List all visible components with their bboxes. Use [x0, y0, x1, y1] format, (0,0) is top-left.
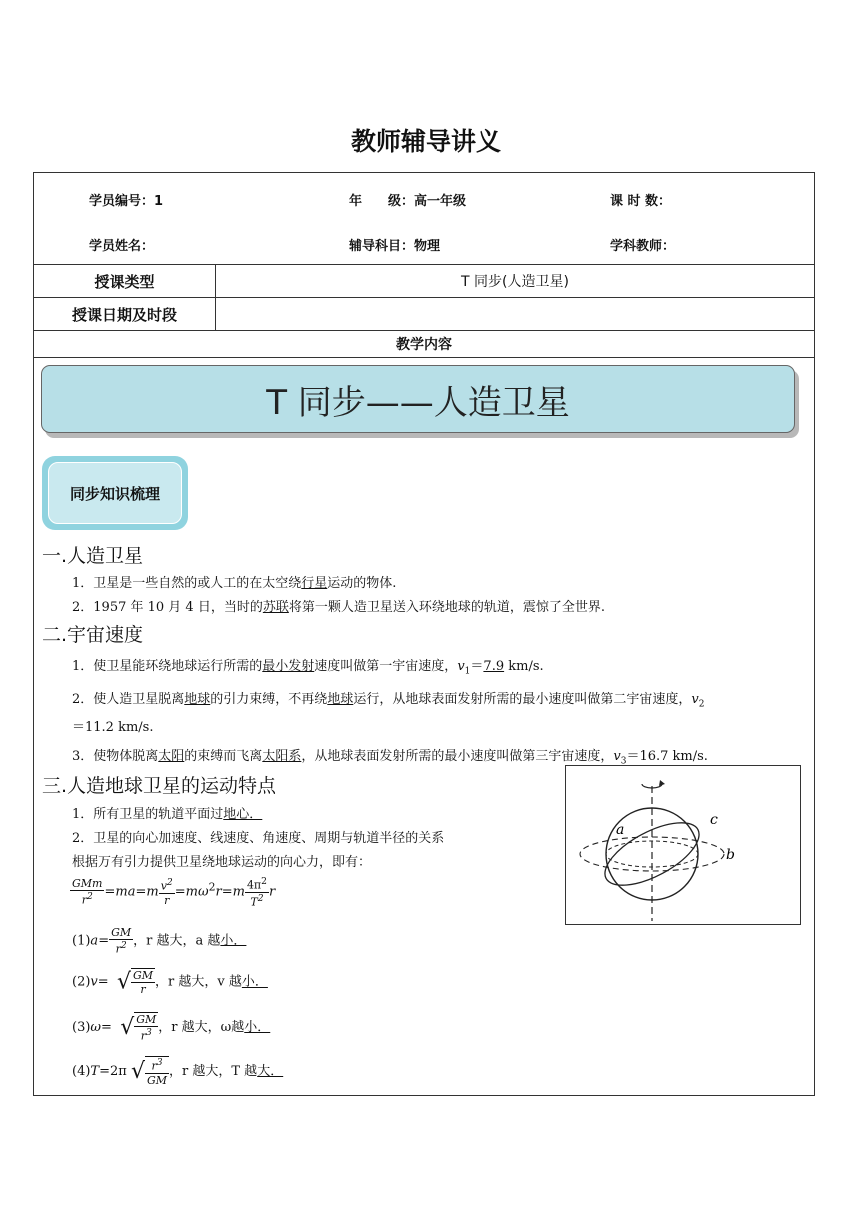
underlined-answer: 小．: [244, 1019, 271, 1035]
page-title: 教师辅导讲义: [350, 127, 501, 156]
section-badge-label: 同步知识梳理: [48, 462, 182, 524]
paragraph: [72, 596, 605, 615]
student-id: 学员编号：1: [89, 194, 164, 209]
subscript: 1: [464, 666, 471, 677]
teaching-content-header: 教学内容: [34, 331, 814, 358]
lesson-date-value: [216, 298, 814, 330]
text: 的束缚而飞离: [184, 749, 263, 764]
text: km/s.: [504, 659, 544, 674]
grade: 年 级：高一年级: [349, 194, 467, 209]
underlined-answer: 最小发射: [262, 659, 315, 674]
text: 将第一颗人造卫星送入环绕地球的轨道，震惊了全世界.: [288, 600, 605, 615]
underlined-answer: 地心．: [223, 807, 263, 822]
formula-velocity: (2)v= √ $\frac{GM}{r}$ ，r 越大，v 越小．: [72, 969, 268, 996]
text: ，r 越大，v 越: [155, 974, 242, 990]
section-heading-satellite: 一.人造卫星: [42, 545, 144, 567]
lesson-date-label: 授课日期及时段: [34, 298, 216, 330]
paragraph: 2．卫星的向心加速度、线速度、角速度、周期与轨道半径的关系: [72, 831, 445, 846]
text: 2．使人造卫星脱离: [72, 692, 185, 707]
var: v: [457, 659, 465, 674]
student-info-block: [34, 173, 814, 265]
lesson-table: [33, 172, 815, 1096]
lesson-date-row: [34, 298, 814, 331]
section-heading-motion: 三.人造地球卫星的运动特点: [42, 775, 277, 797]
text: ＝: [470, 659, 484, 674]
underlined-answer: 苏联: [262, 600, 289, 615]
underlined-answer: 太阳系: [262, 749, 302, 764]
lesson-banner: T 同步——人造卫星: [41, 365, 795, 433]
underlined-answer: 太阳: [158, 749, 185, 764]
gravitation-equation: $\frac{\text{GMm}}{r^2}$ =ma=m $\frac{v^2}{r}$ $=m\omega^2r=m$ $\frac{4\pi^2}{T^2}$ r: [72, 876, 276, 909]
satellite-orbit-figure: [565, 765, 801, 925]
orbit-label-c: c: [710, 812, 718, 828]
underlined-answer: 小．: [241, 974, 268, 990]
text: ，从地球表面发射所需的最小速度叫做第三宇宙速度，: [301, 749, 614, 764]
subscript: 2: [698, 699, 705, 710]
teacher: 学科教师：: [610, 239, 676, 254]
text: (1): [72, 933, 91, 949]
text: ＝16.7 km/s.: [626, 749, 708, 764]
underlined-answer: 大．: [257, 1063, 284, 1079]
formula-acceleration: (1)a= $\frac{GM}{r^2}$ ，r 越大，a 越小．: [72, 926, 247, 956]
formula-angular-velocity: (3)ω= √ $\frac{GM}{r^3}$ ，r 越大，ω越小．: [72, 1013, 271, 1043]
paragraph: 根据万有引力提供卫星绕地球运动的向心力，即有：: [72, 855, 372, 870]
text: ，r 越大，ω越: [158, 1019, 245, 1035]
text: 2．1957 年 10 月 4 日，当时的: [72, 600, 263, 615]
text: (3): [72, 1019, 91, 1035]
underlined-answer: 地球: [184, 692, 211, 707]
text: 运行，从地球表面发射所需的最小速度叫做第二宇宙速度，: [353, 692, 692, 707]
paragraph: [72, 655, 544, 677]
text: 1．所有卫星的轨道平面过: [72, 807, 224, 822]
lesson-count: 课 时 数：: [610, 194, 672, 209]
lesson-type-value: T 同步(人造卫星): [461, 274, 569, 290]
text: 1．使卫星能环绕地球运行所需的: [72, 659, 263, 674]
orbit-diagram: [566, 766, 800, 924]
underlined-answer: 小．: [220, 933, 247, 949]
lesson-type-row: [34, 265, 814, 298]
underlined-answer: 7.9: [483, 659, 505, 674]
formula-period: (4)T=2π √ $\frac{r^3}{GM}$ ，r 越大，T 越大．: [72, 1057, 284, 1087]
section-badge: [42, 456, 188, 530]
student-name: 学员姓名：: [89, 239, 155, 254]
paragraph: [72, 572, 396, 591]
text: (2): [72, 974, 91, 990]
var: v: [691, 692, 699, 707]
text: 运动的物体.: [327, 576, 397, 591]
text: 的引力束缚，不再绕: [210, 692, 328, 707]
text: 3．使物体脱离: [72, 749, 159, 764]
text: ，r 越大，a 越: [133, 933, 221, 949]
subscript: 3: [620, 756, 627, 767]
subject: 辅导科目：物理: [349, 239, 441, 254]
text: ，r 越大，T 越: [169, 1063, 258, 1079]
orbit-label-a: a: [616, 822, 625, 838]
text: 速度叫做第一宇宙速度，: [314, 659, 458, 674]
underlined-answer: 行星: [301, 576, 328, 591]
paragraph: [72, 745, 708, 767]
var: v: [613, 749, 621, 764]
section-heading-cosmic-velocity: 二.宇宙速度: [42, 624, 144, 646]
paragraph: ＝11.2 km/s.: [72, 720, 154, 735]
text: (4): [72, 1063, 91, 1079]
orbit-label-b: b: [726, 847, 735, 863]
underlined-answer: 地球: [327, 692, 354, 707]
lesson-type-label: 授课类型: [34, 265, 216, 297]
paragraph: [72, 688, 704, 710]
paragraph: [72, 803, 262, 822]
text: 1．卫星是一些自然的或人工的在太空绕: [72, 576, 302, 591]
